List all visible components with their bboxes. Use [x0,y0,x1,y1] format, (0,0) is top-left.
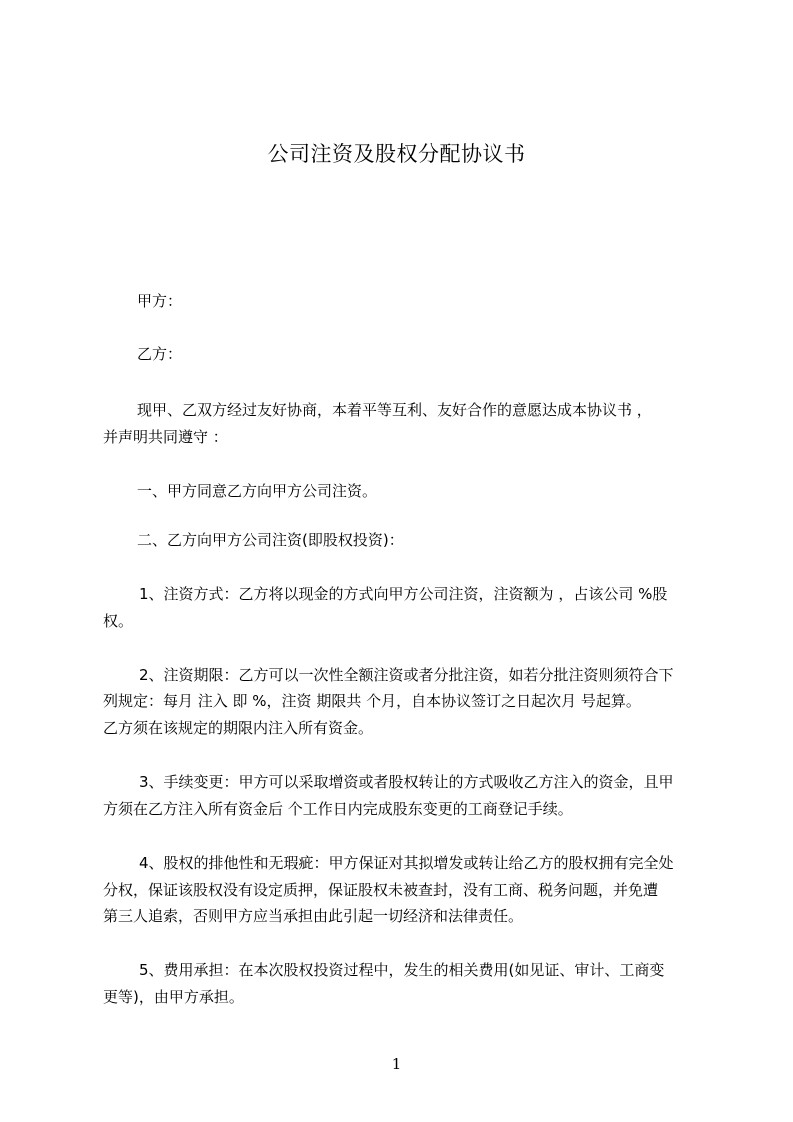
party-b-label: 乙方： [137,345,183,363]
clause-4-line-1: 4、股权的排他性和无瑕疵：甲方保证对其拟增发或转让给乙方的股权拥有完全处 [139,854,674,872]
clause-1-line-2: 权。 [103,612,134,630]
section-2-heading: 二、乙方向甲方公司注资(即股权投资)： [137,531,404,549]
preamble-line-2: 并声明共同遵守 ： [103,428,228,446]
party-a-label: 甲方： [137,292,183,310]
section-1-heading: 一、甲方同意乙方向甲方公司注资。 [137,482,378,500]
clause-5-line-1: 5、费用承担：在本次股权投资过程中，发生的相关费用(如见证、审计、工商变 [139,961,665,979]
clause-1-line-1: 1、注资方式：乙方将以现金的方式向甲方公司注资，注资额为 ，占该公司 %股 [139,585,668,603]
clause-3-line-1: 3、手续变更：甲方可以采取增资或者股权转让的方式吸收乙方注入的资金，且甲 [139,773,674,791]
clause-2-line-1: 2、注资期限：乙方可以一次性全额注资或者分批注资，如若分批注资则须符合下 [139,666,674,684]
clause-5-line-2: 更等)，由甲方承担。 [103,988,244,1006]
document-title: 公司注资及股权分配协议书 [267,142,526,166]
clause-4-line-2: 分权，保证该股权没有设定质押，保证股权未被查封，没有工商、税务问题，并免遭 [103,881,659,899]
preamble-line-1: 现甲、乙双方经过友好协商，本着平等互利、友好合作的意愿达成本协议书 ， [137,401,652,419]
clause-2-line-2: 列规定：每月 注入 即 %，注资 期限共 个月，自本协议签订之日起次月 号起算。 [103,692,641,710]
clause-4-line-3: 第三人追索，否则甲方应当承担由此引起一切经济和法律责任。 [103,907,524,925]
clause-3-line-2: 方须在乙方注入所有资金后 个工作日内完成股东变更的工商登记手续。 [103,800,573,818]
page-number: 1 [391,1055,402,1073]
clause-2-line-3: 乙方须在该规定的期限内注入所有资金。 [103,719,374,737]
